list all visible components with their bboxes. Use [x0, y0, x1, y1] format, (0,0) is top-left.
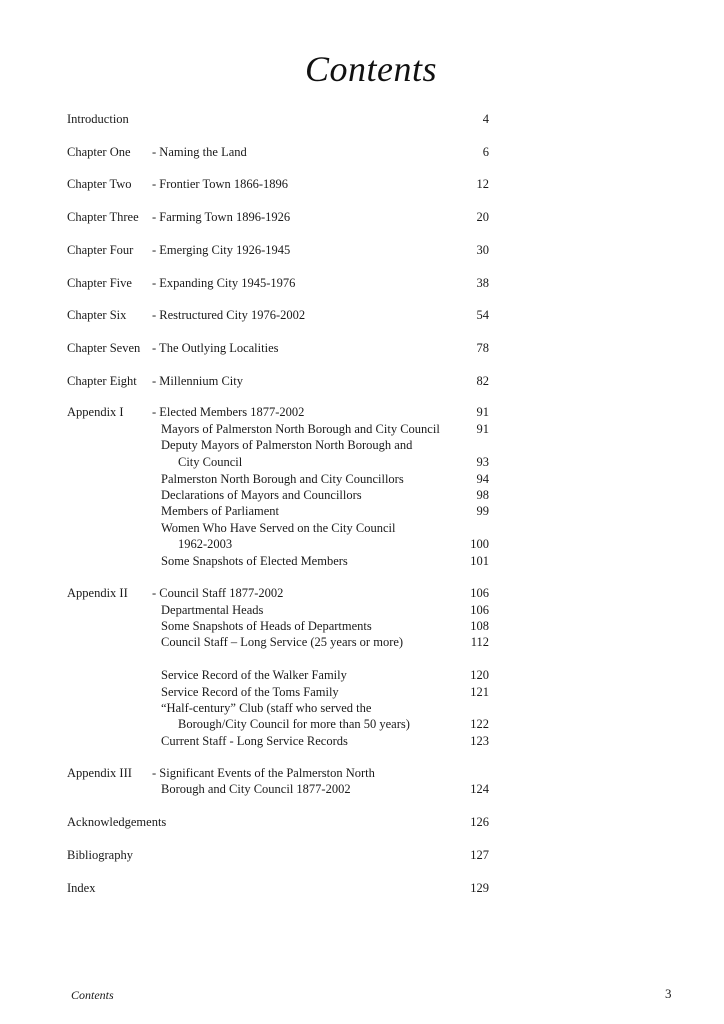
toc-entry-acknowledgements[interactable]	[67, 814, 489, 830]
entry-label: Acknowledgements	[67, 815, 167, 829]
toc-subentry[interactable]	[67, 700, 489, 716]
subentry-text: Current Staff - Long Service Records	[161, 734, 348, 748]
entry-label: Chapter One	[67, 145, 131, 159]
subentry-text: Some Snapshots of Heads of Departments	[161, 619, 372, 633]
subentry-text: Declarations of Mayors and Councillors	[161, 488, 362, 502]
entry-page: 120	[470, 668, 489, 682]
subentry-text: Women Who Have Served on the City Council	[161, 521, 396, 535]
entry-label: Chapter Five	[67, 276, 132, 290]
entry-label: Chapter Four	[67, 243, 134, 257]
toc-entry-appendix-3-continuation[interactable]	[67, 781, 489, 797]
page-title: Contents	[304, 49, 437, 89]
entry-page: 54	[476, 308, 489, 322]
entry-page: 122	[470, 717, 489, 731]
toc-entry-appendix-3[interactable]	[67, 765, 489, 781]
entry-page: 78	[476, 341, 489, 355]
entry-page: 106	[470, 586, 489, 600]
subentry-text-continuation: 1962-2003	[178, 537, 233, 551]
entry-page: 38	[476, 276, 489, 290]
subentry-text: Members of Parliament	[161, 504, 280, 518]
entry-description: - Emerging City 1926-1945	[152, 243, 291, 257]
toc-subentry[interactable]	[67, 471, 489, 487]
entry-page: 4	[482, 112, 489, 126]
toc-subentry[interactable]	[67, 602, 489, 618]
entry-label: Chapter Six	[67, 308, 127, 322]
entry-page: 93	[476, 455, 489, 469]
toc-subentry[interactable]	[67, 437, 489, 453]
subentry-text: Service Record of the Walker Family	[161, 668, 347, 682]
entry-description: - Naming the Land	[152, 145, 247, 159]
entry-description: - Frontier Town 1866-1896	[152, 177, 289, 191]
subentry-text: Mayors of Palmerston North Borough and City Council	[161, 422, 440, 436]
subentry-text: “Half-century” Club (staff who served the	[161, 701, 372, 715]
entry-description: - The Outlying Localities	[152, 341, 279, 355]
toc-subentry[interactable]	[67, 520, 489, 536]
toc-entry-appendix-2[interactable]	[67, 585, 489, 601]
subentry-text: Some Snapshots of Elected Members	[161, 554, 348, 568]
entry-label: Bibliography	[67, 848, 133, 862]
subentry-text-continuation: Borough/City Council for more than 50 years)	[178, 717, 410, 731]
footer-running-title: Contents	[71, 988, 114, 1002]
entry-page: 100	[470, 537, 489, 551]
toc-subentry-continuation[interactable]	[67, 536, 489, 552]
toc-entry-chapter-two[interactable]	[67, 176, 489, 192]
entry-page: 6	[482, 145, 489, 159]
entry-page: 101	[470, 554, 489, 568]
entry-description: - Elected Members 1877-2002	[152, 405, 305, 419]
subentry-text: Council Staff – Long Service (25 years or more)	[161, 635, 404, 649]
entry-page: 20	[476, 210, 489, 224]
entry-label: Chapter Three	[67, 210, 139, 224]
entry-label: Appendix I	[67, 405, 124, 419]
entry-page: 129	[470, 881, 489, 895]
entry-description: - Restructured City 1976-2002	[152, 308, 306, 322]
entry-page: 108	[470, 619, 489, 633]
entry-page: 123	[470, 734, 489, 748]
toc-entry-index[interactable]	[67, 880, 489, 896]
entry-label: Appendix II	[67, 586, 128, 600]
toc-subentry[interactable]	[67, 503, 489, 519]
toc-entry-chapter-eight[interactable]	[67, 373, 489, 389]
toc-entry-chapter-four[interactable]	[67, 242, 489, 258]
entry-page: 124	[470, 782, 489, 796]
entry-page: 127	[470, 848, 489, 862]
entry-page: 106	[470, 603, 489, 617]
entry-page: 98	[476, 488, 489, 502]
toc-entry-bibliography[interactable]	[67, 847, 489, 863]
subentry-text-continuation: City Council	[178, 455, 243, 469]
toc-subentry-continuation[interactable]	[67, 716, 489, 732]
subentry-text: Service Record of the Toms Family	[161, 685, 339, 699]
entry-description: - Farming Town 1896-1926	[152, 210, 291, 224]
toc-entry-chapter-five[interactable]	[67, 275, 489, 291]
toc-entry-chapter-seven[interactable]	[67, 340, 489, 356]
entry-page: 30	[476, 243, 489, 257]
entry-label: Index	[67, 881, 96, 895]
entry-page: 121	[470, 685, 489, 699]
entry-page: 99	[476, 504, 489, 518]
entry-description-continuation: Borough and City Council 1877-2002	[161, 782, 351, 796]
entry-label: Introduction	[67, 112, 129, 126]
entry-label: Chapter Two	[67, 177, 132, 191]
toc-subentry[interactable]	[67, 667, 489, 683]
subentry-text: Deputy Mayors of Palmerston North Borough and	[161, 438, 413, 452]
entry-description: - Millennium City	[152, 374, 243, 388]
toc-subentry[interactable]	[67, 487, 489, 503]
entry-page: 82	[476, 374, 489, 388]
toc-subentry[interactable]	[67, 634, 489, 650]
entry-description: - Council Staff 1877-2002	[152, 586, 284, 600]
entry-page: 12	[476, 177, 489, 191]
entry-page: 126	[470, 815, 489, 829]
toc-subentry[interactable]	[67, 553, 489, 569]
toc-subentry[interactable]	[67, 618, 489, 634]
entry-page: 94	[476, 472, 489, 486]
entry-label: Appendix III	[67, 766, 132, 780]
entry-page: 112	[470, 635, 489, 649]
subentry-text: Palmerston North Borough and City Councillors	[161, 472, 404, 486]
toc-entry-appendix-1[interactable]	[67, 404, 489, 420]
toc-subentry[interactable]	[67, 733, 489, 749]
entry-label: Chapter Seven	[67, 341, 141, 355]
toc-entry-chapter-one[interactable]	[67, 144, 489, 160]
entry-page: 91	[476, 422, 489, 436]
entry-description: - Expanding City 1945-1976	[152, 276, 296, 290]
toc-entry-introduction[interactable]	[67, 111, 489, 127]
subentry-text: Departmental Heads	[161, 603, 264, 617]
footer-page-number: 3	[665, 986, 672, 1001]
toc-subentry-continuation[interactable]	[67, 454, 489, 470]
entry-description: - Significant Events of the Palmerston North	[152, 766, 375, 780]
toc-subentry[interactable]	[67, 684, 489, 700]
entry-page: 91	[476, 405, 489, 419]
toc-entry-chapter-three[interactable]	[67, 209, 489, 225]
entry-label: Chapter Eight	[67, 374, 137, 388]
toc-subentry[interactable]	[67, 421, 489, 437]
toc-entry-chapter-six[interactable]	[67, 307, 489, 323]
